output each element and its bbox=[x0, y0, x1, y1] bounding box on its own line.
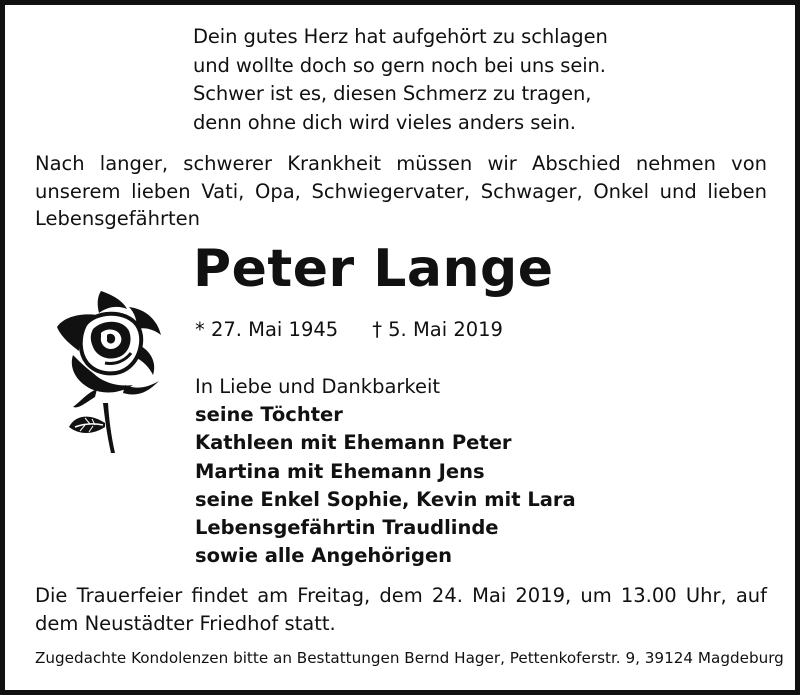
poem-line: und wollte doch so gern noch bei uns sein. bbox=[193, 53, 606, 77]
family-member: seine Enkel Sophie, Kevin mit Lara bbox=[195, 487, 576, 511]
condolence-note: Zugedachte Kondolenzen bitte an Bestattungen Bernd Hager, Pettenkoferstr. 9, 39124 Magdeburg bbox=[35, 649, 784, 667]
birth-date: * 27. Mai 1945 bbox=[195, 318, 339, 341]
family-opening: In Liebe und Dankbarkeit bbox=[195, 375, 441, 398]
family-member: Kathleen mit Ehemann Peter bbox=[195, 431, 512, 455]
family-member: sowie alle Angehörigen bbox=[195, 544, 453, 568]
family-member: Martina mit Ehemann Jens bbox=[195, 459, 485, 483]
poem bbox=[193, 23, 673, 137]
intro-line: unserem lieben Vati, Opa, Schwiegervater, Schwager, Onkel und lieben bbox=[35, 179, 767, 203]
funeral-line: dem Neustädter Friedhof statt. bbox=[35, 611, 336, 635]
intro-line: Lebensgefährten bbox=[35, 207, 200, 230]
poem-line: denn ohne dich wird vieles anders sein. bbox=[193, 110, 576, 134]
family-member: Lebensgefährtin Traudlinde bbox=[195, 516, 499, 540]
intro-line: Nach langer, schwerer Krankheit müssen wir Abschied nehmen von bbox=[35, 152, 767, 175]
poem-line: Schwer ist es, diesen Schmerz zu tragen, bbox=[193, 82, 592, 105]
deceased-name: Peter Lange bbox=[193, 239, 554, 299]
funeral-info bbox=[35, 582, 767, 637]
intro-text bbox=[35, 150, 767, 233]
funeral-line: Die Trauerfeier findet am Freitag, dem 24. Mai 2019, um 13.00 Uhr, auf bbox=[35, 584, 767, 607]
rose-icon bbox=[45, 285, 175, 455]
family-list bbox=[195, 373, 576, 570]
family-member: seine Töchter bbox=[195, 403, 343, 427]
death-date: † 5. Mai 2019 bbox=[372, 318, 503, 341]
life-dates bbox=[195, 318, 537, 341]
poem-line: Dein gutes Herz hat aufgehört zu schlagen bbox=[193, 25, 608, 48]
